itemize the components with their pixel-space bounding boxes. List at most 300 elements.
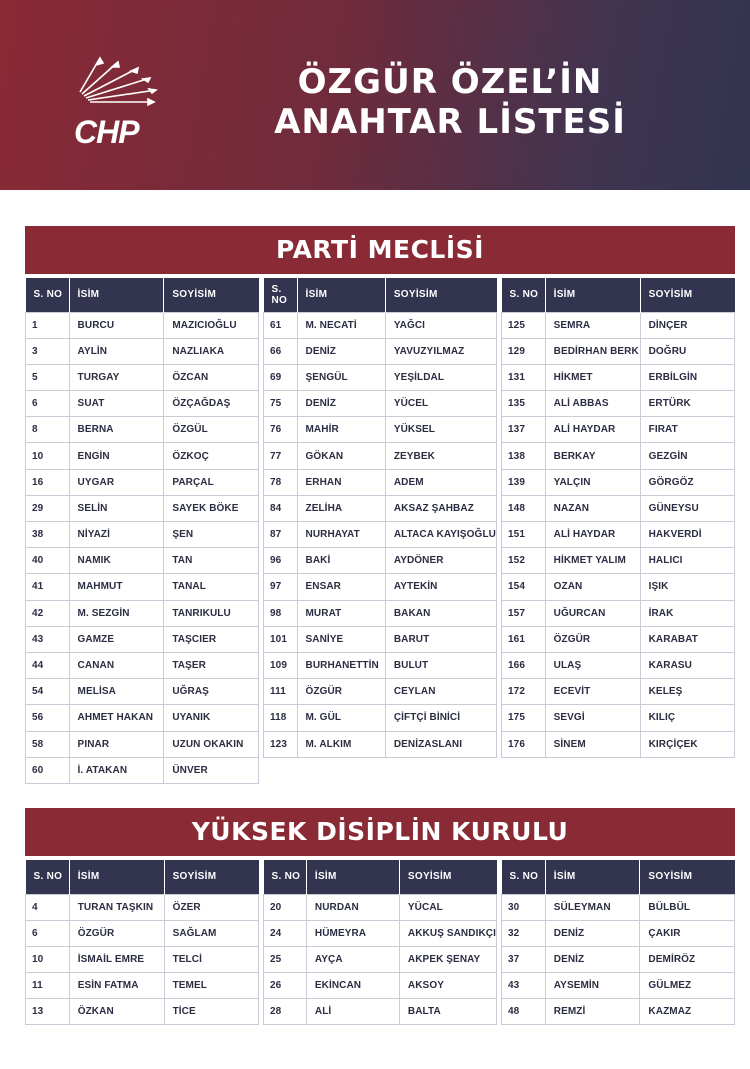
table-row xyxy=(264,652,497,678)
col-header-surname: SOYİSİM xyxy=(385,278,496,312)
col-header-name: İSİM xyxy=(69,278,164,312)
table-row xyxy=(264,417,497,443)
row-name: GAMZE xyxy=(69,626,164,652)
row-name: DENİZ xyxy=(297,338,385,364)
row-name: ALİ ABBAS xyxy=(545,391,640,417)
row-number: 118 xyxy=(264,705,298,731)
row-number: 69 xyxy=(264,364,298,390)
row-number: 135 xyxy=(502,391,546,417)
row-name: ERHAN xyxy=(297,469,385,495)
table-row xyxy=(502,522,735,548)
row-name: MURAT xyxy=(297,600,385,626)
table-row xyxy=(264,626,497,652)
table-row xyxy=(502,731,735,757)
row-surname: ÇAKIR xyxy=(640,920,735,946)
row-number: 152 xyxy=(502,548,546,574)
table-row xyxy=(502,417,735,443)
table-row xyxy=(502,443,735,469)
row-surname: TİCE xyxy=(164,999,258,1025)
row-surname: KIRÇİÇEK xyxy=(640,731,734,757)
row-number: 131 xyxy=(502,364,546,390)
table-row xyxy=(26,757,259,783)
row-number: 48 xyxy=(502,999,546,1025)
col-header-no: S. NO xyxy=(264,278,298,312)
row-name: BURCU xyxy=(69,312,164,338)
table-row xyxy=(26,999,259,1025)
row-number: 16 xyxy=(26,469,70,495)
row-number: 8 xyxy=(26,417,70,443)
table-row xyxy=(502,600,735,626)
chp-logo xyxy=(72,52,162,152)
table-row xyxy=(264,999,497,1025)
row-number: 148 xyxy=(502,495,546,521)
col-header-surname: SOYİSİM xyxy=(399,860,496,894)
row-number: 137 xyxy=(502,417,546,443)
row-surname: AKKUŞ SANDIKÇI xyxy=(399,920,496,946)
row-surname: MAZICIOĞLU xyxy=(164,312,259,338)
row-name: HİKMET YALIM xyxy=(545,548,640,574)
row-surname: İRAK xyxy=(640,600,734,626)
row-number: 157 xyxy=(502,600,546,626)
row-surname: YAVUZYILMAZ xyxy=(385,338,496,364)
parti-meclisi-table-1 xyxy=(25,278,259,784)
row-number: 11 xyxy=(26,973,70,999)
row-surname: BAKAN xyxy=(385,600,496,626)
row-surname: TANRIKULU xyxy=(164,600,259,626)
col-header-surname: SOYİSİM xyxy=(164,278,259,312)
row-name: ENSAR xyxy=(297,574,385,600)
row-number: 6 xyxy=(26,920,70,946)
table-row xyxy=(264,705,497,731)
row-surname: HAKVERDİ xyxy=(640,522,734,548)
six-arrows-icon xyxy=(72,52,162,112)
row-surname: BÜLBÜL xyxy=(640,894,735,920)
row-number: 10 xyxy=(26,443,70,469)
col-header-no: S. NO xyxy=(264,860,307,894)
row-name: REMZİ xyxy=(545,999,640,1025)
logo-text: CHP xyxy=(74,114,139,150)
section-title-parti-meclisi: PARTİ MECLİSİ xyxy=(25,226,735,274)
table-row xyxy=(502,999,735,1025)
row-surname: ÜNVER xyxy=(164,757,259,783)
row-number: 166 xyxy=(502,652,546,678)
row-name: BERKAY xyxy=(545,443,640,469)
row-surname: BULUT xyxy=(385,652,496,678)
row-number: 109 xyxy=(264,652,298,678)
table-row xyxy=(502,364,735,390)
row-number: 40 xyxy=(26,548,70,574)
table-row xyxy=(26,391,259,417)
table-row xyxy=(264,920,497,946)
row-number: 87 xyxy=(264,522,298,548)
table-row xyxy=(502,574,735,600)
table-row xyxy=(502,894,735,920)
row-name: DENİZ xyxy=(545,946,640,972)
row-number: 30 xyxy=(502,894,546,920)
table-row xyxy=(26,973,259,999)
row-surname: UĞRAŞ xyxy=(164,679,259,705)
row-surname: KARASU xyxy=(640,652,734,678)
row-name: BURHANETTİN xyxy=(297,652,385,678)
table-row xyxy=(264,679,497,705)
row-number: 60 xyxy=(26,757,70,783)
row-name: NİYAZİ xyxy=(69,522,164,548)
row-surname: GÜNEYSU xyxy=(640,495,734,521)
row-number: 10 xyxy=(26,946,70,972)
row-surname: ÖZKOÇ xyxy=(164,443,259,469)
row-surname: GÜLMEZ xyxy=(640,973,735,999)
row-name: MAHMUT xyxy=(69,574,164,600)
table-row xyxy=(26,626,259,652)
row-name: MELİSA xyxy=(69,679,164,705)
row-name: CANAN xyxy=(69,652,164,678)
yuksek-disiplin-table-2 xyxy=(263,860,497,1025)
row-number: 20 xyxy=(264,894,307,920)
table-row xyxy=(26,364,259,390)
row-number: 4 xyxy=(26,894,70,920)
row-number: 28 xyxy=(264,999,307,1025)
row-name: SEVGİ xyxy=(545,705,640,731)
row-surname: NAZLIAKA xyxy=(164,338,259,364)
row-name: BAKİ xyxy=(297,548,385,574)
table-row xyxy=(502,495,735,521)
table-row xyxy=(502,705,735,731)
row-number: 154 xyxy=(502,574,546,600)
row-surname: AKSOY xyxy=(399,973,496,999)
table-row xyxy=(26,652,259,678)
row-name: BERNA xyxy=(69,417,164,443)
row-name: İ. ATAKAN xyxy=(69,757,164,783)
row-surname: ÖZER xyxy=(164,894,258,920)
table-row xyxy=(26,443,259,469)
row-name: ALİ HAYDAR xyxy=(545,417,640,443)
row-surname: ÖZCAN xyxy=(164,364,259,390)
table-row xyxy=(264,391,497,417)
table-row xyxy=(26,946,259,972)
row-surname: AKPEK ŞENAY xyxy=(399,946,496,972)
row-name: DENİZ xyxy=(297,391,385,417)
row-name: BEDİRHAN BERK xyxy=(545,338,640,364)
row-name: SİNEM xyxy=(545,731,640,757)
col-header-name: İSİM xyxy=(69,860,164,894)
row-name: EKİNCAN xyxy=(306,973,399,999)
row-name: M. ALKIM xyxy=(297,731,385,757)
table-row xyxy=(264,338,497,364)
row-number: 111 xyxy=(264,679,298,705)
row-name: TURAN TAŞKIN xyxy=(69,894,164,920)
col-header-no: S. NO xyxy=(502,860,546,894)
row-surname: TAN xyxy=(164,548,259,574)
row-surname: DENİZASLANI xyxy=(385,731,496,757)
col-header-no: S. NO xyxy=(26,278,70,312)
row-number: 151 xyxy=(502,522,546,548)
table-row xyxy=(502,548,735,574)
row-surname: GÖRGÖZ xyxy=(640,469,734,495)
row-surname: AKSAZ ŞAHBAZ xyxy=(385,495,496,521)
row-name: NURDAN xyxy=(306,894,399,920)
row-name: ZELİHA xyxy=(297,495,385,521)
row-surname: CEYLAN xyxy=(385,679,496,705)
yuksek-disiplin-table-1 xyxy=(25,860,259,1025)
row-number: 77 xyxy=(264,443,298,469)
row-number: 125 xyxy=(502,312,546,338)
col-header-surname: SOYİSİM xyxy=(164,860,258,894)
row-surname: TAŞER xyxy=(164,652,259,678)
row-number: 66 xyxy=(264,338,298,364)
col-header-no: S. NO xyxy=(502,278,546,312)
row-number: 43 xyxy=(26,626,70,652)
row-name: AYÇA xyxy=(306,946,399,972)
row-name: AYLİN xyxy=(69,338,164,364)
table-row xyxy=(264,548,497,574)
row-surname: IŞIK xyxy=(640,574,734,600)
row-number: 5 xyxy=(26,364,70,390)
table-row xyxy=(26,920,259,946)
row-name: TURGAY xyxy=(69,364,164,390)
row-name: DENİZ xyxy=(545,920,640,946)
row-number: 56 xyxy=(26,705,70,731)
row-number: 3 xyxy=(26,338,70,364)
row-number: 26 xyxy=(264,973,307,999)
row-name: M. NECATİ xyxy=(297,312,385,338)
table-row xyxy=(26,600,259,626)
row-number: 84 xyxy=(264,495,298,521)
table-row xyxy=(502,626,735,652)
row-name: ÖZGÜR xyxy=(545,626,640,652)
row-surname: TAŞCIER xyxy=(164,626,259,652)
row-surname: PARÇAL xyxy=(164,469,259,495)
row-surname: HALICI xyxy=(640,548,734,574)
row-number: 32 xyxy=(502,920,546,946)
table-row xyxy=(26,548,259,574)
row-surname: DEMİRÖZ xyxy=(640,946,735,972)
row-name: UYGAR xyxy=(69,469,164,495)
table-row xyxy=(264,495,497,521)
row-name: ÖZGÜR xyxy=(69,920,164,946)
table-row xyxy=(264,574,497,600)
table-row xyxy=(26,894,259,920)
row-number: 161 xyxy=(502,626,546,652)
row-name: NURHAYAT xyxy=(297,522,385,548)
row-surname: SAĞLAM xyxy=(164,920,258,946)
row-number: 44 xyxy=(26,652,70,678)
table-row xyxy=(26,469,259,495)
row-number: 139 xyxy=(502,469,546,495)
table-row xyxy=(264,364,497,390)
row-name: ESİN FATMA xyxy=(69,973,164,999)
table-row xyxy=(502,469,735,495)
row-surname: KELEŞ xyxy=(640,679,734,705)
row-number: 96 xyxy=(264,548,298,574)
row-surname: KARABAT xyxy=(640,626,734,652)
row-name: SÜLEYMAN xyxy=(545,894,640,920)
row-surname: YÜKSEL xyxy=(385,417,496,443)
row-surname: FIRAT xyxy=(640,417,734,443)
row-name: AYSEMİN xyxy=(545,973,640,999)
row-number: 54 xyxy=(26,679,70,705)
row-surname: TELCİ xyxy=(164,946,258,972)
table-row xyxy=(26,417,259,443)
row-name: ÖZGÜR xyxy=(297,679,385,705)
row-surname: YÜCEL xyxy=(385,391,496,417)
row-number: 172 xyxy=(502,679,546,705)
row-name: ŞENGÜL xyxy=(297,364,385,390)
row-surname: BALTA xyxy=(399,999,496,1025)
row-number: 98 xyxy=(264,600,298,626)
row-number: 97 xyxy=(264,574,298,600)
row-number: 29 xyxy=(26,495,70,521)
row-number: 61 xyxy=(264,312,298,338)
table-row xyxy=(502,679,735,705)
row-surname: ÇİFTÇİ BİNİCİ xyxy=(385,705,496,731)
page-title xyxy=(230,62,670,142)
table-row xyxy=(502,652,735,678)
row-surname: UZUN OKAKIN xyxy=(164,731,259,757)
row-name: MAHİR xyxy=(297,417,385,443)
row-number: 123 xyxy=(264,731,298,757)
row-surname: ADEM xyxy=(385,469,496,495)
table-row xyxy=(502,946,735,972)
table-row xyxy=(26,574,259,600)
row-name: OZAN xyxy=(545,574,640,600)
col-header-name: İSİM xyxy=(297,278,385,312)
parti-meclisi-table-2 xyxy=(263,278,497,758)
row-name: ÖZKAN xyxy=(69,999,164,1025)
row-surname: ZEYBEK xyxy=(385,443,496,469)
row-name: GÖKAN xyxy=(297,443,385,469)
table-row xyxy=(264,522,497,548)
row-surname: YEŞİLDAL xyxy=(385,364,496,390)
row-name: YALÇIN xyxy=(545,469,640,495)
row-name: HİKMET xyxy=(545,364,640,390)
table-row xyxy=(264,946,497,972)
col-header-surname: SOYİSİM xyxy=(640,860,735,894)
row-name: ECEVİT xyxy=(545,679,640,705)
row-name: UĞURCAN xyxy=(545,600,640,626)
table-row xyxy=(26,731,259,757)
row-number: 1 xyxy=(26,312,70,338)
col-header-name: İSİM xyxy=(306,860,399,894)
row-number: 176 xyxy=(502,731,546,757)
row-number: 101 xyxy=(264,626,298,652)
row-number: 37 xyxy=(502,946,546,972)
row-name: İSMAİL EMRE xyxy=(69,946,164,972)
row-number: 42 xyxy=(26,600,70,626)
row-name: AHMET HAKAN xyxy=(69,705,164,731)
row-name: SUAT xyxy=(69,391,164,417)
table-row xyxy=(26,705,259,731)
row-number: 175 xyxy=(502,705,546,731)
table-row xyxy=(264,600,497,626)
row-name: HÜMEYRA xyxy=(306,920,399,946)
table-row xyxy=(26,338,259,364)
table-row xyxy=(502,920,735,946)
row-surname: ŞEN xyxy=(164,522,259,548)
col-header-surname: SOYİSİM xyxy=(640,278,734,312)
row-surname: ÖZÇAĞDAŞ xyxy=(164,391,259,417)
row-name: M. SEZGİN xyxy=(69,600,164,626)
row-name: ALİ HAYDAR xyxy=(545,522,640,548)
table-row xyxy=(264,731,497,757)
row-surname: ERTÜRK xyxy=(640,391,734,417)
table-row xyxy=(264,894,497,920)
row-number: 38 xyxy=(26,522,70,548)
title-line-1: ÖZGÜR ÖZEL’İN xyxy=(297,62,603,102)
table-row xyxy=(502,338,735,364)
row-surname: ÖZGÜL xyxy=(164,417,259,443)
row-surname: TEMEL xyxy=(164,973,258,999)
row-name: ALİ xyxy=(306,999,399,1025)
table-row xyxy=(502,391,735,417)
row-surname: ALTACA KAYIŞOĞLU xyxy=(385,522,496,548)
row-name: SEMRA xyxy=(545,312,640,338)
row-number: 58 xyxy=(26,731,70,757)
col-header-name: İSİM xyxy=(545,860,640,894)
table-row xyxy=(264,443,497,469)
row-number: 24 xyxy=(264,920,307,946)
row-surname: KILIÇ xyxy=(640,705,734,731)
header-banner xyxy=(0,0,750,190)
row-number: 78 xyxy=(264,469,298,495)
title-line-2: ANAHTAR LİSTESİ xyxy=(274,102,626,142)
row-surname: YÜCAL xyxy=(399,894,496,920)
row-surname: GEZGİN xyxy=(640,443,734,469)
parti-meclisi-table-3 xyxy=(501,278,735,758)
row-number: 25 xyxy=(264,946,307,972)
row-surname: TANAL xyxy=(164,574,259,600)
col-header-name: İSİM xyxy=(545,278,640,312)
row-name: ULAŞ xyxy=(545,652,640,678)
row-surname: ERBİLGİN xyxy=(640,364,734,390)
table-row xyxy=(26,522,259,548)
row-number: 138 xyxy=(502,443,546,469)
row-surname: SAYEK BÖKE xyxy=(164,495,259,521)
row-name: ENGİN xyxy=(69,443,164,469)
row-surname: BARUT xyxy=(385,626,496,652)
table-row xyxy=(26,679,259,705)
row-name: M. GÜL xyxy=(297,705,385,731)
row-name: NAZAN xyxy=(545,495,640,521)
section-title-yuksek-disiplin: YÜKSEK DİSİPLİN KURULU xyxy=(25,808,735,856)
row-number: 13 xyxy=(26,999,70,1025)
row-number: 76 xyxy=(264,417,298,443)
row-name: PINAR xyxy=(69,731,164,757)
table-row xyxy=(26,312,259,338)
row-surname: UYANIK xyxy=(164,705,259,731)
yuksek-disiplin-table-3 xyxy=(501,860,735,1025)
table-row xyxy=(502,973,735,999)
row-surname: AYDÖNER xyxy=(385,548,496,574)
row-surname: AYTEKİN xyxy=(385,574,496,600)
row-name: SELİN xyxy=(69,495,164,521)
row-number: 43 xyxy=(502,973,546,999)
table-row xyxy=(264,312,497,338)
table-row xyxy=(264,973,497,999)
table-row xyxy=(264,469,497,495)
col-header-no: S. NO xyxy=(26,860,70,894)
row-number: 6 xyxy=(26,391,70,417)
row-number: 41 xyxy=(26,574,70,600)
table-row xyxy=(502,312,735,338)
row-surname: KAZMAZ xyxy=(640,999,735,1025)
row-number: 75 xyxy=(264,391,298,417)
row-name: NAMIK xyxy=(69,548,164,574)
row-surname: DOĞRU xyxy=(640,338,734,364)
table-row xyxy=(26,495,259,521)
row-name: SANİYE xyxy=(297,626,385,652)
row-surname: DİNÇER xyxy=(640,312,734,338)
row-surname: YAĞCI xyxy=(385,312,496,338)
